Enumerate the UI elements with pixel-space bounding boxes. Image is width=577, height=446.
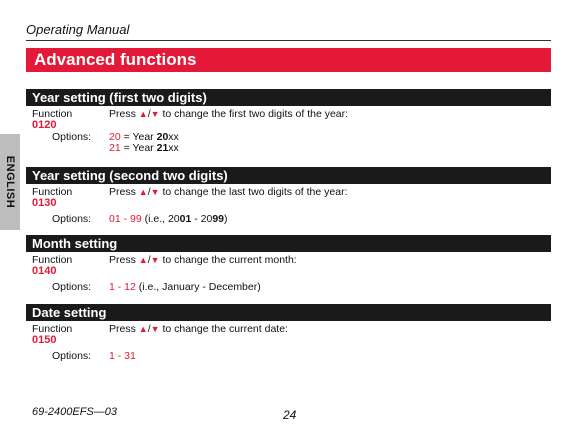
up-arrow-icon: ▲ xyxy=(138,187,148,197)
page-number: 24 xyxy=(283,408,297,422)
up-arrow-icon: ▲ xyxy=(138,255,148,265)
language-tab xyxy=(0,134,20,230)
option-item: 20 = Year 20xx xyxy=(109,131,179,143)
section-body xyxy=(26,252,551,302)
down-arrow-icon: ▼ xyxy=(150,324,160,334)
option-list xyxy=(109,132,179,154)
options-label: Options: xyxy=(52,281,92,293)
option-list: 1 - 31 xyxy=(109,350,136,362)
function-label: Function xyxy=(32,254,73,266)
function-label: Function xyxy=(32,186,73,198)
language-tab-label: ENGLISH xyxy=(4,155,16,209)
section-year-second xyxy=(26,167,551,234)
section-title: Date setting xyxy=(26,304,551,321)
section-body xyxy=(26,184,551,234)
description: Press ▲/▼ to change the current date: xyxy=(109,323,288,335)
function-code: 0130 xyxy=(32,197,57,209)
function-code: 0120 xyxy=(32,119,57,131)
section-date xyxy=(26,304,551,371)
down-arrow-icon: ▼ xyxy=(150,109,160,119)
down-arrow-icon: ▼ xyxy=(150,255,160,265)
description: Press ▲/▼ to change the current month: xyxy=(109,254,297,266)
function-code: 0140 xyxy=(32,265,57,277)
option-list: 1 - 12 (i.e., January - December) xyxy=(109,281,261,293)
function-code: 0150 xyxy=(32,334,57,346)
running-head: Operating Manual xyxy=(26,22,130,37)
document-number: 69-2400EFS—03 xyxy=(32,406,117,418)
description: Press ▲/▼ to change the last two digits of the year: xyxy=(109,186,348,198)
section-year-first xyxy=(26,89,551,162)
section-body xyxy=(26,106,551,162)
up-arrow-icon: ▲ xyxy=(138,324,148,334)
page-title: Advanced functions xyxy=(26,48,551,72)
options-label: Options: xyxy=(52,131,92,143)
section-title: Year setting (second two digits) xyxy=(26,167,551,184)
options-label: Options: xyxy=(52,350,92,362)
function-label: Function xyxy=(32,323,73,335)
section-title: Month setting xyxy=(26,235,551,252)
description: Press ▲/▼ to change the first two digits of the year: xyxy=(109,108,349,120)
section-title: Year setting (first two digits) xyxy=(26,89,551,106)
down-arrow-icon: ▼ xyxy=(150,187,160,197)
header-rule xyxy=(26,40,551,41)
section-body xyxy=(26,321,551,371)
option-item: 21 = Year 21xx xyxy=(109,142,179,154)
option-list: 01 - 99 (i.e., 2001 - 2099) xyxy=(109,213,228,225)
section-month xyxy=(26,235,551,302)
function-label: Function xyxy=(32,108,73,120)
up-arrow-icon: ▲ xyxy=(138,109,148,119)
options-label: Options: xyxy=(52,213,92,225)
